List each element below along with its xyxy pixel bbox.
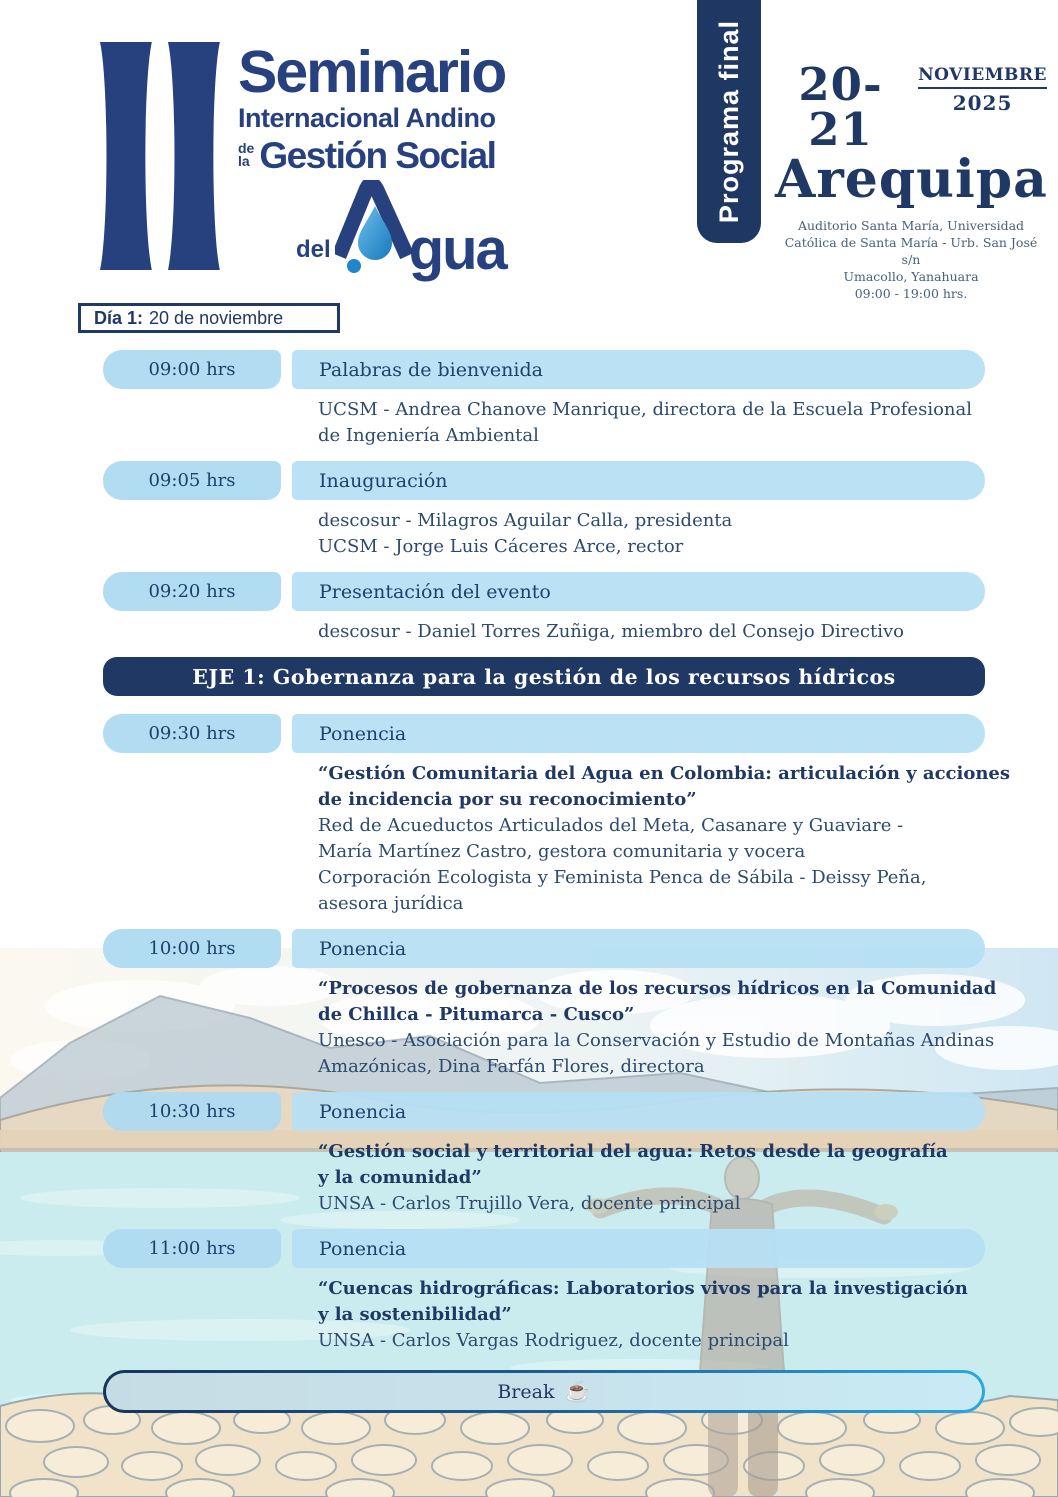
session-detail-line: asesora jurídica [318, 893, 464, 914]
session-detail-bold-line: de Chillca - Pitumarca - Cusco” [318, 1004, 635, 1025]
roman-numeral-ii [98, 40, 222, 272]
session-title-bar [292, 714, 985, 753]
section-banner-label: EJE 1: Gobernanza para la gestión de los recursos hídricos [192, 664, 896, 689]
water-drop-icon [335, 180, 413, 274]
session-detail-bold-line: de incidencia por su reconocimiento” [318, 789, 697, 810]
session-title-bar [292, 1229, 985, 1268]
program-ribbon [697, 0, 761, 243]
session-time-pill [103, 572, 281, 611]
agenda-session [0, 572, 1058, 645]
session-detail-line: Amazónicas, Dina Farfán Flores, directora [318, 1056, 705, 1077]
session-time: 10:00 hrs [148, 938, 236, 959]
break-label: Break [497, 1380, 555, 1403]
session-time: 09:05 hrs [148, 470, 236, 491]
logo-subtitle: Internacional Andino [238, 103, 496, 134]
day-header [78, 303, 340, 333]
session-title: Presentación del evento [319, 580, 551, 603]
session-details [318, 1139, 1018, 1217]
logo-gestion-social: Gestión Social [259, 134, 496, 176]
event-info [775, 58, 1048, 302]
session-details [318, 1276, 1018, 1354]
session-title-bar [292, 461, 985, 500]
session-detail-bold-line: y la comunidad” [318, 1167, 482, 1188]
session-detail-bold-line: “Cuencas hidrográficas: Laboratorios vivos para la investigación [318, 1278, 968, 1299]
session-detail-bold-line: “Gestión social y territorial del agua: Retos desde la geografía [318, 1141, 948, 1162]
session-title: Inauguración [319, 469, 448, 492]
session-time-pill [103, 350, 281, 389]
ribbon-label: Programa final [713, 19, 744, 224]
session-detail-line: UNSA - Carlos Vargas Rodriguez, docente principal [318, 1330, 789, 1351]
session-title: Ponencia [319, 722, 407, 745]
session-title-bar [292, 350, 985, 389]
session-detail-line: Red de Acueductos Articulados del Meta, Casanare y Guaviare - [318, 815, 904, 836]
session-details [318, 508, 1018, 560]
venue-line: 09:00 - 19:00 hrs. [854, 285, 968, 301]
session-details [318, 761, 1018, 917]
logo-de: de [238, 139, 255, 156]
session-time-pill [103, 929, 281, 968]
agenda-session [0, 461, 1058, 560]
session-detail-line: de Ingeniería Ambiental [318, 425, 539, 446]
event-month: NOVIEMBRE [918, 65, 1047, 89]
session-detail-bold-line: “Procesos de gobernanza de los recursos hídricos en la Comunidad [318, 978, 997, 999]
session-time-pill [103, 714, 281, 753]
venue-address [775, 217, 1047, 302]
agenda-session [0, 929, 1058, 1080]
session-detail-bold-line: “Gestión Comunitaria del Agua en Colombia: articulación y acciones [318, 763, 1011, 784]
session-time: 10:30 hrs [148, 1101, 236, 1122]
session-time: 09:20 hrs [148, 581, 236, 602]
session-detail-line: UNSA - Carlos Trujillo Vera, docente principal [318, 1193, 741, 1214]
session-time-pill [103, 1229, 281, 1268]
session-detail-line: UCSM - Jorge Luis Cáceres Arce, rector [318, 536, 684, 557]
session-title-bar [292, 929, 985, 968]
session-title: Ponencia [319, 937, 407, 960]
session-time: 11:00 hrs [148, 1238, 236, 1259]
venue-line: Católica de Santa María - Urb. San José s/n [784, 234, 1038, 267]
logo-title: Seminario [238, 39, 506, 105]
agenda [0, 350, 1058, 1413]
agenda-session [0, 350, 1058, 449]
session-time: 09:00 hrs [148, 359, 236, 380]
session-detail-line: Corporación Ecologista y Feminista Penca de Sábila - Deissy Peña, [318, 867, 927, 888]
logo-la: la [238, 153, 250, 170]
session-detail-line: descosur - Milagros Aguilar Calla, presidenta [318, 510, 733, 531]
session-time-pill [103, 1092, 281, 1131]
event-year: 2025 [952, 91, 1013, 115]
session-details [318, 397, 1018, 449]
session-title-bar [292, 572, 985, 611]
agenda-session [0, 1092, 1058, 1217]
venue-line: Umacollo, Yanahuara [843, 268, 979, 284]
agenda-session [0, 1229, 1058, 1354]
day-date: 20 de noviembre [149, 307, 284, 328]
logo-agua-text: gua [408, 217, 506, 283]
event-city: Arequipa [775, 149, 1048, 210]
session-title: Palabras de bienvenida [319, 358, 543, 381]
section-banner [103, 657, 985, 696]
session-detail-line: Unesco - Asociación para la Conservación y Estudio de Montañas Andinas [318, 1030, 995, 1051]
event-logo [98, 39, 506, 283]
session-time-pill [103, 461, 281, 500]
session-title: Ponencia [319, 1237, 407, 1260]
break-bar [103, 1370, 985, 1413]
session-time: 09:30 hrs [148, 723, 236, 744]
session-details [318, 619, 1018, 645]
session-detail-line: descosur - Daniel Torres Zuñiga, miembro del Consejo Directivo [318, 621, 904, 642]
session-title-bar [292, 1092, 985, 1131]
session-detail-bold-line: y la sostenibilidad” [318, 1304, 512, 1325]
session-title: Ponencia [319, 1100, 407, 1123]
logo-del: del [296, 235, 331, 263]
agenda-session [0, 714, 1058, 917]
event-dates: 20-21 [798, 58, 883, 156]
session-details [318, 976, 1018, 1080]
session-detail-line: UCSM - Andrea Chanove Manrique, directora de la Escuela Profesional [318, 399, 972, 420]
day-label: Día 1: [94, 307, 144, 328]
coffee-cup-icon: ☕ [564, 1379, 591, 1403]
venue-line: Auditorio Santa María, Universidad [797, 217, 1025, 233]
session-detail-line: María Martínez Castro, gestora comunitaria y vocera [318, 841, 806, 862]
